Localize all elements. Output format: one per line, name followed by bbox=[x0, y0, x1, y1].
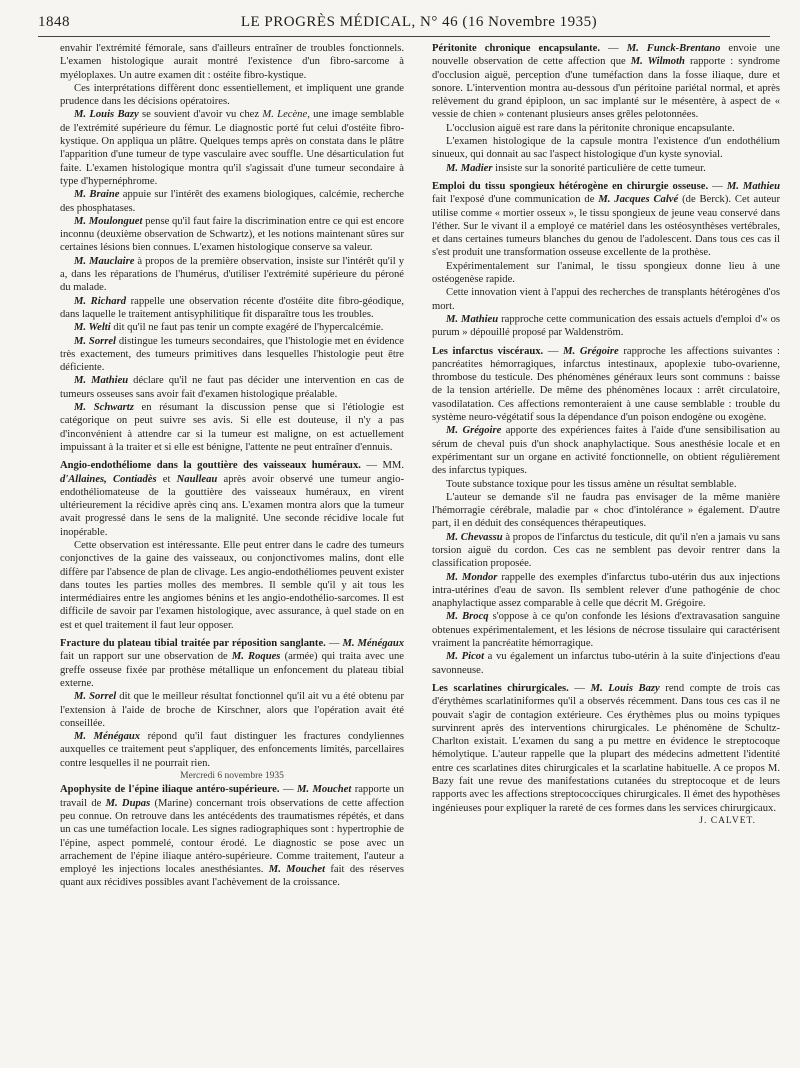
speaker-name: M. Ménégaux bbox=[74, 731, 141, 743]
paragraph bbox=[432, 313, 780, 340]
paragraph bbox=[432, 531, 780, 571]
paragraph-text: rapproche les affections suivantes : pancréatites hémorragiques, infarctus intestinaux, apoplexie tubo-ovarienne, thrombose du testicule. Des phénomènes généraux leurs sont communs : baisse de la tension artérielle. De même des phénomènes locaux : arrêt circulatoire, vasodilatation. Ces affections remonteraient à une cause semblable : trouble du système neuro-végétatif sous la dépendance d'un poison endogène ou exogène. bbox=[432, 345, 780, 424]
paragraph-text: fait un rapport sur une observation de bbox=[60, 651, 232, 663]
paragraph-text: en résumant la discussion pense que si l'étiologie est catégorique on peut suivre ses avis. Si elle est douteuse, il n'y a pas d'inconvénient à attendre car si la tumeur est maligne, on est actuellement impuissant à la traiter et si elle est bénigne, l'attente ne peut entraîner d'ennuis. bbox=[60, 402, 404, 453]
speaker-name: M. Moulonguet bbox=[74, 215, 143, 227]
speaker-name: M. Grégoire bbox=[563, 345, 619, 357]
speaker-name: M. Welti bbox=[74, 322, 111, 334]
paragraph-text: dit que le meilleur résultat fonctionnel qu'il ait vu a été obtenu par l'extension à l'aide de broche de Kirschner, alors que l'opération avait été conseillée. bbox=[60, 691, 405, 729]
section-peritonite bbox=[432, 42, 780, 122]
paragraph bbox=[60, 374, 404, 401]
paragraph-text: apporte des expériences faites à l'aide d'une sensibilisation au sérum de cheval puis d'un shock anaphylactique. Sous anesthésie locale et en expérimentant sur un organe en activité fonctionnelle, on obtient régulièrement des infarctus typiques. bbox=[432, 425, 780, 477]
speaker-name: M. Funck-Brentano bbox=[626, 43, 721, 54]
running-header bbox=[38, 14, 770, 36]
paragraph-text: — MM. bbox=[360, 460, 404, 472]
paragraph: Cette innovation vient à l'appui des recherches de transplants hétérogènes d'os mort. bbox=[432, 287, 780, 312]
section-heading: Péritonite chronique encapsulante. bbox=[432, 43, 601, 54]
paragraph-text: se souvient d'avoir vu chez bbox=[138, 109, 263, 121]
paragraph-text: — bbox=[600, 43, 627, 54]
paragraph-text: et bbox=[156, 473, 177, 485]
speaker-name: M. Wilmoth bbox=[630, 56, 685, 68]
paragraph-text: rappelle des exemples d'infarctus tubo-utérin dus aux injections intra-utérines d'eau de savon. Ils semblent relever d'une pathogénie de choc anaphylactique assez comparable à celle que décrit M. Grégoire. bbox=[432, 571, 780, 610]
speaker-name: Naulleau bbox=[176, 473, 218, 485]
paragraph bbox=[60, 730, 404, 770]
paragraph bbox=[60, 255, 404, 295]
paragraph-text: (de Berck). Cet auteur utilise comme « mortier osseux », le tissu spongieux de jeune veau conservé dans l'éther. Sur le vivant il a employé ce matériel dans les ostéosynthèses vertébrales, et dans certaines tumeurs blanches du genou de l'adolescent. Dans tous ces cas il s'est produit une transformation osseuse excellente de la prothèse. bbox=[432, 194, 781, 259]
paragraph: L'examen histologique de la capsule montra l'existence d'un endothélium sinueux, qui donnait au sac l'aspect histologique d'un kyste synovial. bbox=[432, 136, 780, 161]
speaker-name: M. Mathieu bbox=[74, 375, 129, 387]
paragraph-text: après avoir observé une tumeur angio-endothéliomateuse de la gouttière des vaisseaux huméraux, en virent ultérieurement la récidive après cinq ans. L'examen montra alors que la tumeur avait progressé dans le sens de la malignité. Une seconde récidive locale fut inopérable. bbox=[60, 473, 404, 538]
paragraph-text: a vu également un infarctus tubo-utérin à la suite d'injections d'eau savonneuse. bbox=[432, 651, 781, 676]
speaker-name: M. Mathieu bbox=[726, 180, 781, 192]
paragraph-text: à propos de l'infarctus du testicule, dit qu'il n'en a jamais vu sans torsion aiguë du cordon. Ces cas ne semblent pas devoir rentrer dans la classification proposée. bbox=[432, 531, 780, 570]
paragraph-text: — bbox=[543, 345, 564, 357]
speaker-name: M. Richard bbox=[74, 295, 126, 307]
section-heading: Emploi du tissu spongieux hétérogène en chirurgie osseuse. bbox=[432, 180, 709, 192]
speaker-name: M. Sorrel bbox=[74, 691, 117, 703]
speaker-name: M. Madier bbox=[446, 162, 493, 174]
header-rule bbox=[38, 36, 770, 37]
paragraph bbox=[432, 610, 780, 650]
dateline: Mercredi 6 novembre 1935 bbox=[180, 771, 284, 782]
paragraph: Expérimentalement sur l'animal, le tissu spongieux donne lieu à une ostéogenèse rapide. bbox=[432, 260, 780, 286]
paragraph: Ces interprétations diffèrent donc essentiellement, et impliquent une grande prudence dans les décisions opératoires. bbox=[60, 82, 404, 108]
paragraph bbox=[60, 690, 404, 730]
paragraph-text: pense qu'il faut faire la discrimination entre ce qui est encore inconnu (deuxième observation de Schwartz), et les notions maintenant sûres sur certaines lésions bien connues. L'examen histologique conserve sa valeur. bbox=[60, 215, 405, 254]
paragraph bbox=[60, 108, 404, 188]
paragraph bbox=[432, 571, 780, 611]
paragraph-text: — bbox=[279, 784, 297, 796]
paragraph-text: déclare qu'il ne faut pas décider une intervention en cas de tumeurs osseuses sans avoir fait d'examen histologique préalable. bbox=[60, 375, 404, 400]
paragraph bbox=[432, 424, 780, 477]
paragraph-text: (armée) qui traita avec une greffe osseuse fixée par prothèse métallique un enfoncement du plateau tibial externe. bbox=[60, 651, 404, 689]
speaker-name: M. Sorrel bbox=[74, 335, 117, 347]
paragraph bbox=[60, 335, 404, 375]
paragraph-text: — bbox=[568, 682, 591, 694]
speaker-name: M. Mondor bbox=[446, 571, 498, 583]
section-heading: Les scarlatines chirurgicales. bbox=[432, 682, 569, 694]
paragraph-text: rapporte un travail de bbox=[60, 784, 405, 809]
paragraph bbox=[60, 401, 404, 454]
paragraph-text: rend compte de trois cas d'érythèmes scarlatiniformes qu'il a observés récemment. Dans tous ces cas il ne pouvait s'agir de contagion extérieure. Ces érythèmes plus ou moins typiques survinrent après des interventions chirurgicales. Le phénomène de Schultz-Charlton existait. L'examen du sang a pu mettre en évidence le streptocoque hémolytique. L'auteur rappelle que la plupart des médecins admettent l'identité entre ces scarlatines dites chirurgicales et la scarlatine habituelle. A ce propos M. Bazy fait une revue des manifestations cutanées du streptocoque et de leurs rapports avec les affections streptococciques chirurgicales. Il émet des hypothèses ingénieuses pour expliquer la rareté de ces formes dans les services chirurgicaux. bbox=[432, 682, 780, 814]
section-tissu-spongieux bbox=[432, 180, 780, 260]
paragraph: Cette observation est intéressante. Elle peut entrer dans le cadre des tumeurs conjonctives de la gaine des vaisseaux, ou conjonctivomes malins, dont elle diffère par l'absence de plan de clivage. Les angio-endothéliomes peuvent exister dans toutes les parties molles des membres. Il semble qu'il y ait tous les intermédiaires entre les angiomes bénins et les angio-endothélio-sarcomes. Il est difficile de savoir par l'examen histologique, avec assurance, à quel stade on en est et quel traitement il faut leur opposer. bbox=[60, 539, 404, 631]
section-scarlatines bbox=[432, 682, 780, 815]
right-column bbox=[432, 42, 780, 828]
speaker-name: d'Allaines, Contiadès bbox=[60, 473, 157, 485]
speaker-name: M. Louis Bazy bbox=[74, 109, 139, 121]
paragraph-text: rapporte : syndrome d'occlusion aiguë, perception d'une tuméfaction dans la fosse iliaque, dure et sonore. L'intervention montra au-dessous d'un péritoine pariétal normal, et après relèvement du grand épiploon, un sac implanté sur le mésentère, à aspect de « vessie de chien » contenant plusieurs anses grêles pelotonnées. bbox=[432, 56, 781, 121]
paragraph: envahir l'extrémité fémorale, sans d'ailleurs entraîner de troubles fonctionnels. L'examen histologique aurait montré l'existence d'un fibro-sarcome à myéloplaxes. Un autre examen dit : ostéite fibro-kystique. bbox=[60, 43, 404, 81]
paragraph: L'occlusion aiguë est rare dans la péritonite chronique encapsulante. bbox=[446, 122, 735, 134]
paragraph-text: rapproche cette communication des essais actuels d'emploi d'« os purum » dépouillé proposé par Waldenström. bbox=[432, 313, 780, 339]
page-number: 1848 bbox=[38, 14, 70, 30]
paragraph-text: — bbox=[325, 638, 343, 650]
speaker-name: M. Mathieu bbox=[446, 313, 499, 325]
section-heading: Angio-endothéliome dans la gouttière des vaisseaux huméraux. bbox=[60, 460, 361, 472]
speaker-name: M. Schwartz bbox=[74, 402, 134, 414]
speaker-name: M. Mauclaire bbox=[74, 255, 135, 267]
paragraph: Toute substance toxique pour les tissus amène un résultat semblable. bbox=[446, 478, 737, 490]
paragraph-text: répond qu'il faut distinguer les fractures condyliennes auxquelles ce traitement peut s'appliquer, des enfoncements limités, parcellaires contre lesquelles il ne pourrait rien. bbox=[60, 731, 404, 769]
paragraph-text: rappelle une observation récente d'ostéite dite fibro-géodique, dans laquelle le traitement antisyphilitique fit disparaître tous les troubles. bbox=[60, 295, 404, 320]
paragraph bbox=[432, 650, 780, 677]
paragraph-text: distingue les tumeurs secondaires, que l'histologie met en évidence très exactement, des tumeurs primitives dans lesquelles l'histologie peut être déficiente. bbox=[60, 335, 404, 374]
paragraph-text: fait des réserves quant aux récidives possibles avant l'achèvement de la croissance. bbox=[60, 864, 404, 889]
paragraph-text: insiste sur la sonorité particulière de cette tumeur. bbox=[492, 162, 706, 174]
paragraph-text: à propos de la première observation, insiste sur l'intérêt qu'il y a, dans les réparations de l'humérus, d'utiliser l'extrémité supérieure du péroné du malade. bbox=[60, 255, 404, 294]
speaker-name: M. Brocq bbox=[446, 611, 489, 623]
speaker-name: M. Picot bbox=[446, 651, 485, 663]
paragraph bbox=[60, 321, 404, 334]
paragraph-text: dit qu'il ne faut pas tenir un compte exagéré de l'hypercalcémie. bbox=[110, 322, 384, 334]
speaker-name: M. Grégoire bbox=[446, 425, 502, 437]
paragraph bbox=[60, 295, 404, 322]
section-heading: Apophysite de l'épine iliaque antéro-supérieure. bbox=[60, 784, 280, 796]
speaker-name: M. Lecène bbox=[262, 109, 308, 121]
speaker-name: M. Jacques Calvé bbox=[598, 194, 679, 206]
section-heading: Fracture du plateau tibial traitée par réposition sanglante. bbox=[60, 638, 326, 650]
speaker-name: M. Mouchet bbox=[296, 784, 352, 796]
section-angio-endotheliome bbox=[60, 459, 404, 539]
author-signature: J. CALVET. bbox=[699, 815, 756, 826]
section-fracture-plateau-tibial bbox=[60, 637, 404, 690]
paragraph-text: , une image semblable de l'extrémité supérieure du fémur. Le diagnostic porté fut celui d'ostéite fibro-kystique. On appliqua un plâtre. Quelques temps après on constata dans le plâtre l'apparition d'une tumeur de type vasculaire avec souffle. Une désarticulation fut faite. L'examen histologique montra qu'il s'agissait d'une tumeur secondaire à type d'hypernéphrome. bbox=[60, 109, 404, 187]
paragraph-text: (Marine) concernant trois observations de cette affection peu connue. On retrouve dans les antécédents des traumatismes répétés, et dans un cas une tuméfaction locale. Les signes radiographiques sont : hypertrophie de l'épine, aspect pommelé, contour érodé. Le diagnostic se pose avec un arrachement de l'épine iliaque antéro-supérieure. Comme traitement, l'auteur a employé les injections locales anesthésiantes. bbox=[60, 797, 404, 876]
paragraph bbox=[60, 215, 404, 255]
paragraph-text: — bbox=[708, 180, 727, 192]
speaker-name: M. Braine bbox=[74, 189, 120, 201]
paragraph-text: s'oppose à ce qu'on confonde les lésions d'extravasation sanguine obtenues expérimentalement, et les lésions de nécrose tissulaire qui caractérisent vraiment la pancréatite hémorragique. bbox=[432, 611, 780, 650]
speaker-name: M. Louis Bazy bbox=[590, 682, 660, 694]
paragraph: L'auteur se demande s'il ne faudra pas envisager de la même manière l'hémorragie cérébrale, maladie par « choc d'intolérance » également. D'autre part, il en déduit des conséquences thérapeutiques. bbox=[432, 491, 780, 530]
paragraph-text: fait l'exposé d'une communication de bbox=[432, 194, 599, 206]
section-infarctus-visceraux bbox=[432, 345, 780, 425]
journal-title: LE PROGRÈS MÉDICAL, N° 46 (16 Novembre 1935) bbox=[240, 14, 598, 30]
paragraph bbox=[432, 162, 780, 175]
left-column bbox=[60, 42, 404, 890]
speaker-name: M. Chevassu bbox=[446, 531, 503, 543]
speaker-name: M. Ménégaux bbox=[342, 638, 405, 650]
paragraph-text: envoie une nouvelle observation de cette affection que bbox=[432, 43, 780, 68]
paragraph-text: appuie sur l'intérêt des examens biologiques, calcémie, recherche des phosphatases. bbox=[60, 189, 404, 214]
section-apophysite bbox=[60, 783, 404, 889]
speaker-name: M. Mouchet bbox=[268, 864, 326, 876]
speaker-name: M. Dupas bbox=[105, 797, 151, 809]
paragraph bbox=[60, 188, 404, 215]
speaker-name: M. Roques bbox=[231, 651, 281, 663]
section-heading: Les infarctus viscéraux. bbox=[432, 345, 544, 357]
